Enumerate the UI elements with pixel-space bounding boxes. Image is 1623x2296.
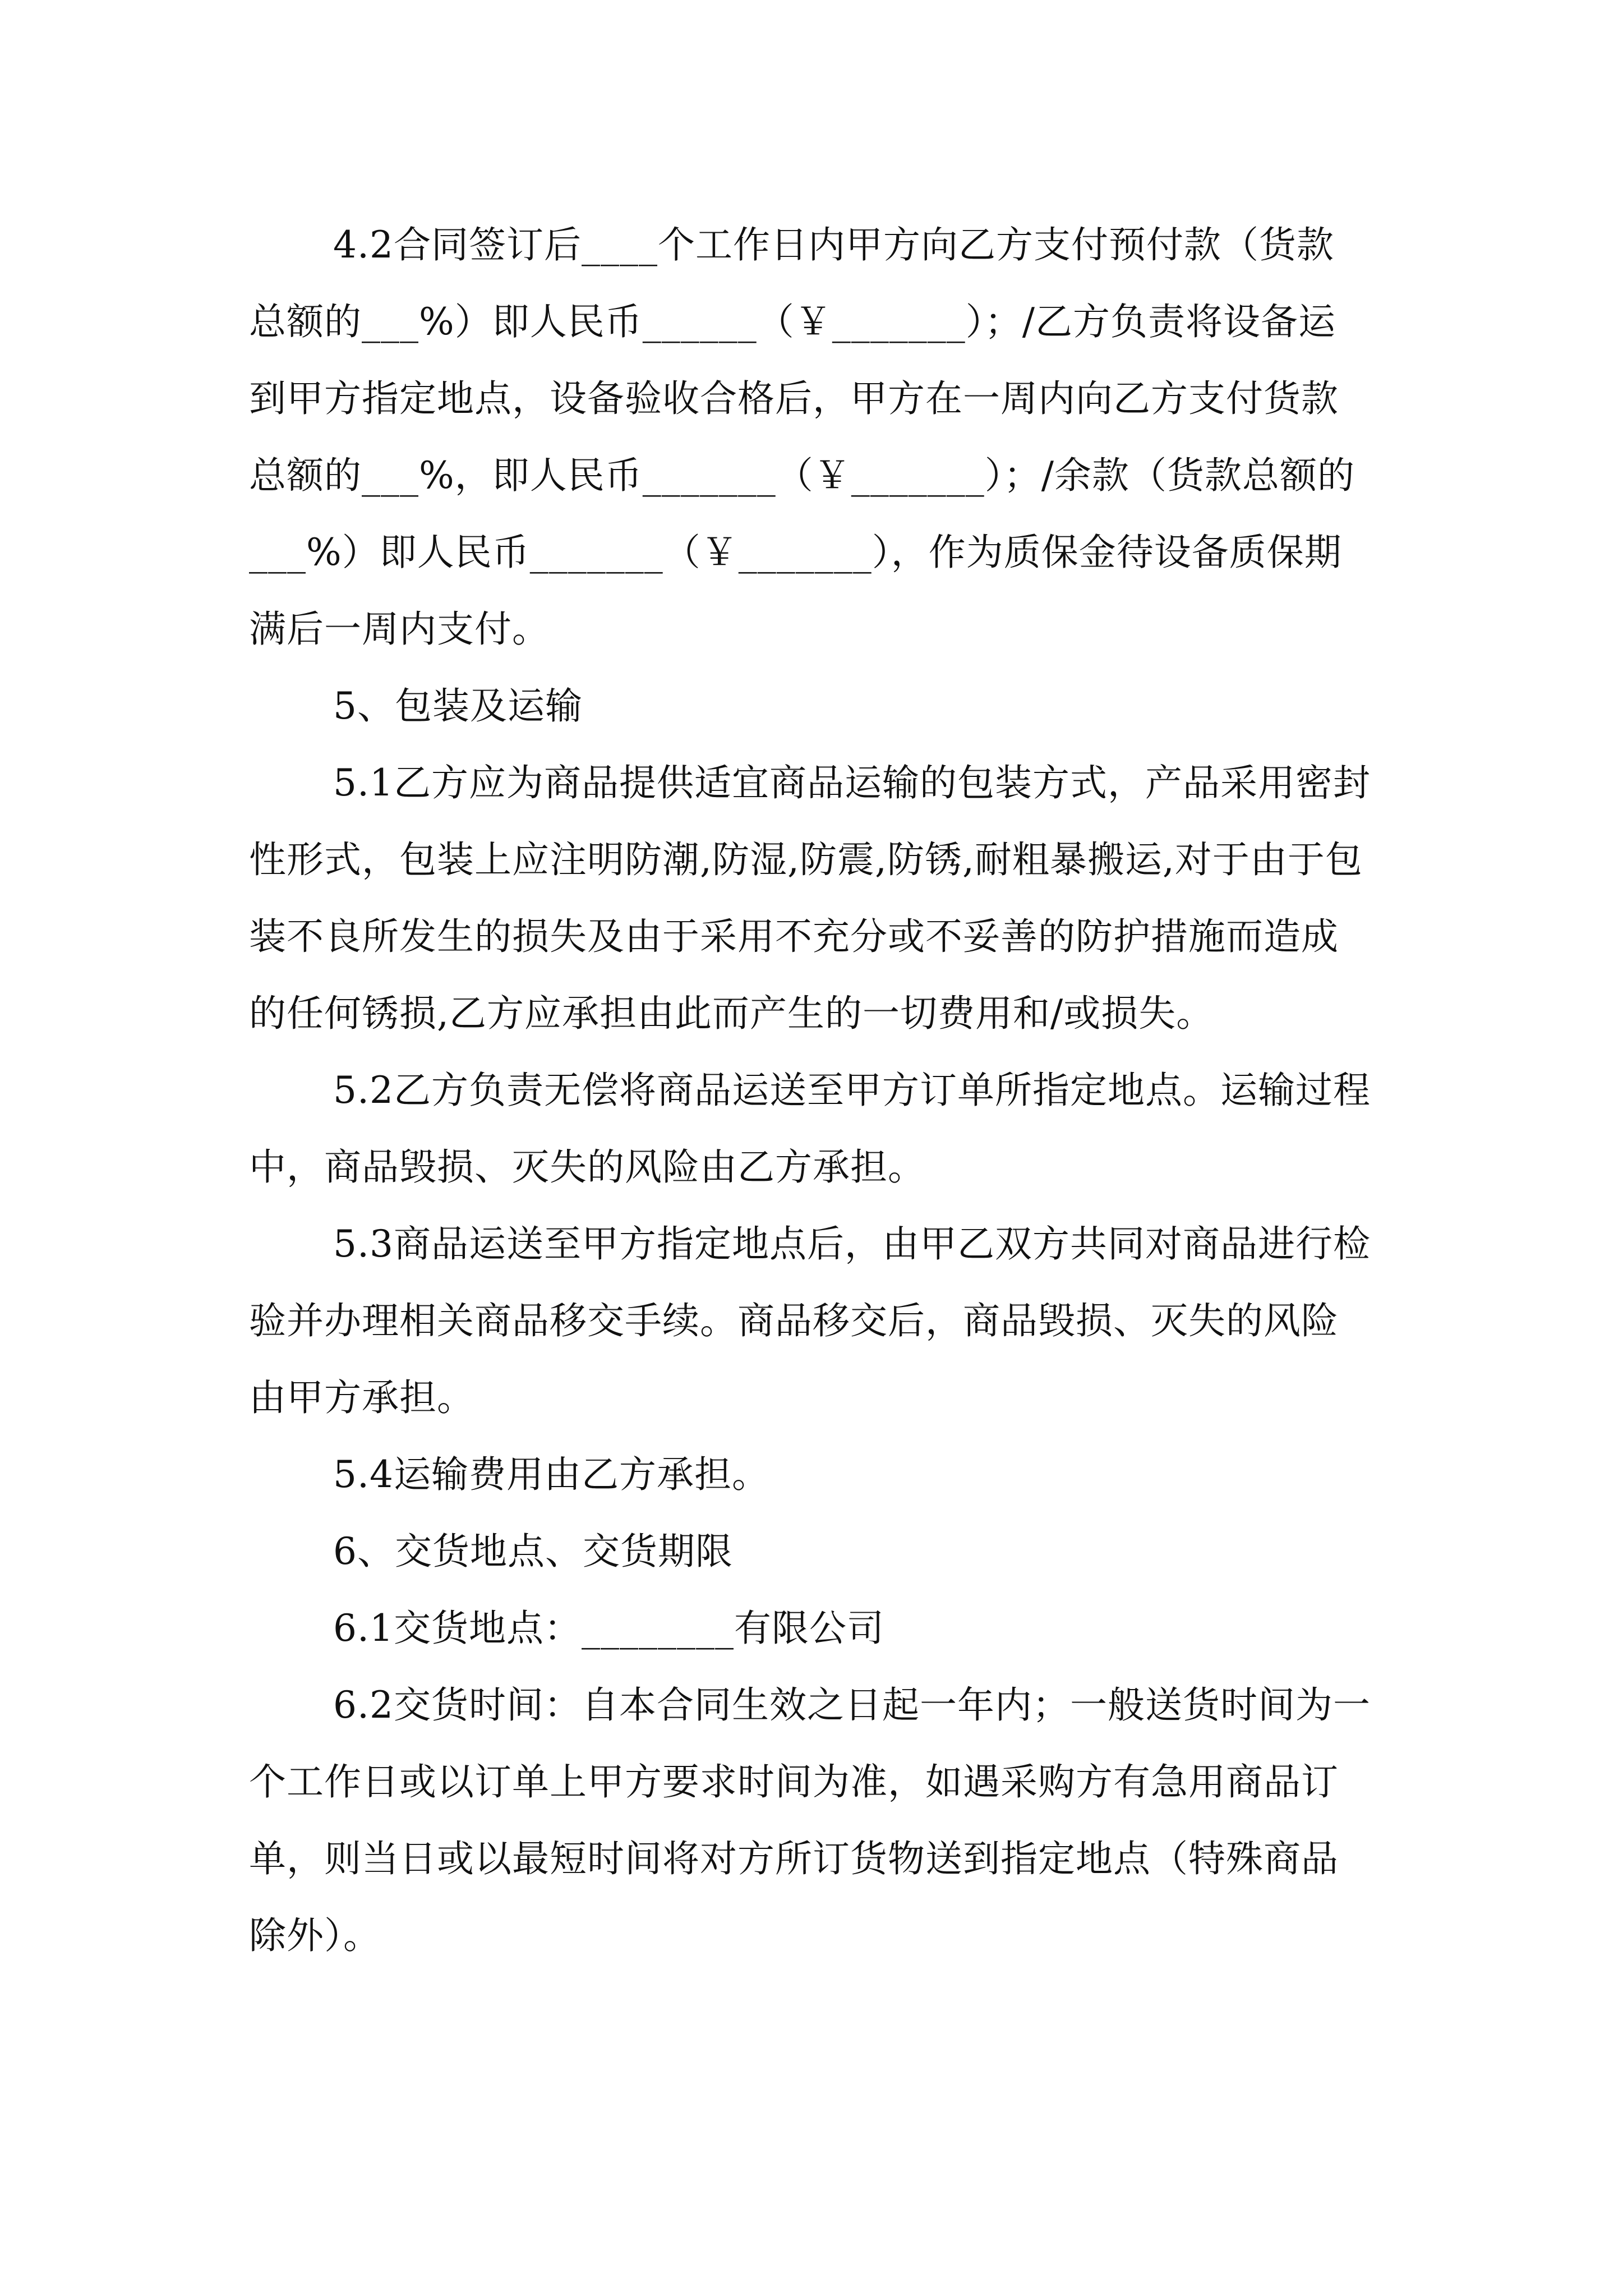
clause-6-1-delivery-place: 6.1交货地点：________有限公司 xyxy=(333,1607,884,1650)
clause-5-4-freight-cost: 5.4运输费用由乙方承担。 xyxy=(333,1453,769,1496)
section-5-heading: 5、包装及运输 xyxy=(333,684,583,728)
clause-5-3-inspection: 5.3商品运送至甲方指定地点后，由甲乙双方共同对商品进行检验并办理相关商品移交手续。商品移交后，商品毁损、灭失的风险由甲方承担。 xyxy=(249,1222,1371,1419)
clause-4-2-payment: 4.2合同签订后____个工作日内甲方向乙方支付预付款（货款总额的___%）即人民币______（￥_______）；/乙方负责将设备运到甲方指定地点，设备验收合格后，甲方在一周内向乙方支付货款总额的___%，即人民币_______（￥_______）；/余款（货款总额的___%）即人民币_______（￥_______），作为质保金待设备质保期满后一周内支付。 xyxy=(249,223,1355,651)
clause-6-2-delivery-time: 6.2交货时间：自本合同生效之日起一年内；一般送货时间为一个工作日或以订单上甲方要求时间为准，如遇采购方有急用商品订单，则当日或以最短时间将对方所订货物送到指定地点（特殊商品除外）。 xyxy=(249,1683,1371,1957)
clause-5-2-delivery-risk: 5.2乙方负责无偿将商品运送至甲方订单所指定地点。运输过程中，商品毁损、灭失的风险由乙方承担。 xyxy=(249,1069,1371,1189)
document-body xyxy=(249,206,1371,1974)
section-6-heading: 6、交货地点、交货期限 xyxy=(333,1530,733,1573)
clause-5-1-packaging: 5.1乙方应为商品提供适宜商品运输的包装方式，产品采用密封性形式，包装上应注明防潮,防湿,防震,防锈,耐粗暴搬运,对于由于包装不良所发生的损失及由于采用不充分或不妥善的防护措施而造成的任何锈损,乙方应承担由此而产生的一切费用和/或损失。 xyxy=(249,761,1371,1035)
